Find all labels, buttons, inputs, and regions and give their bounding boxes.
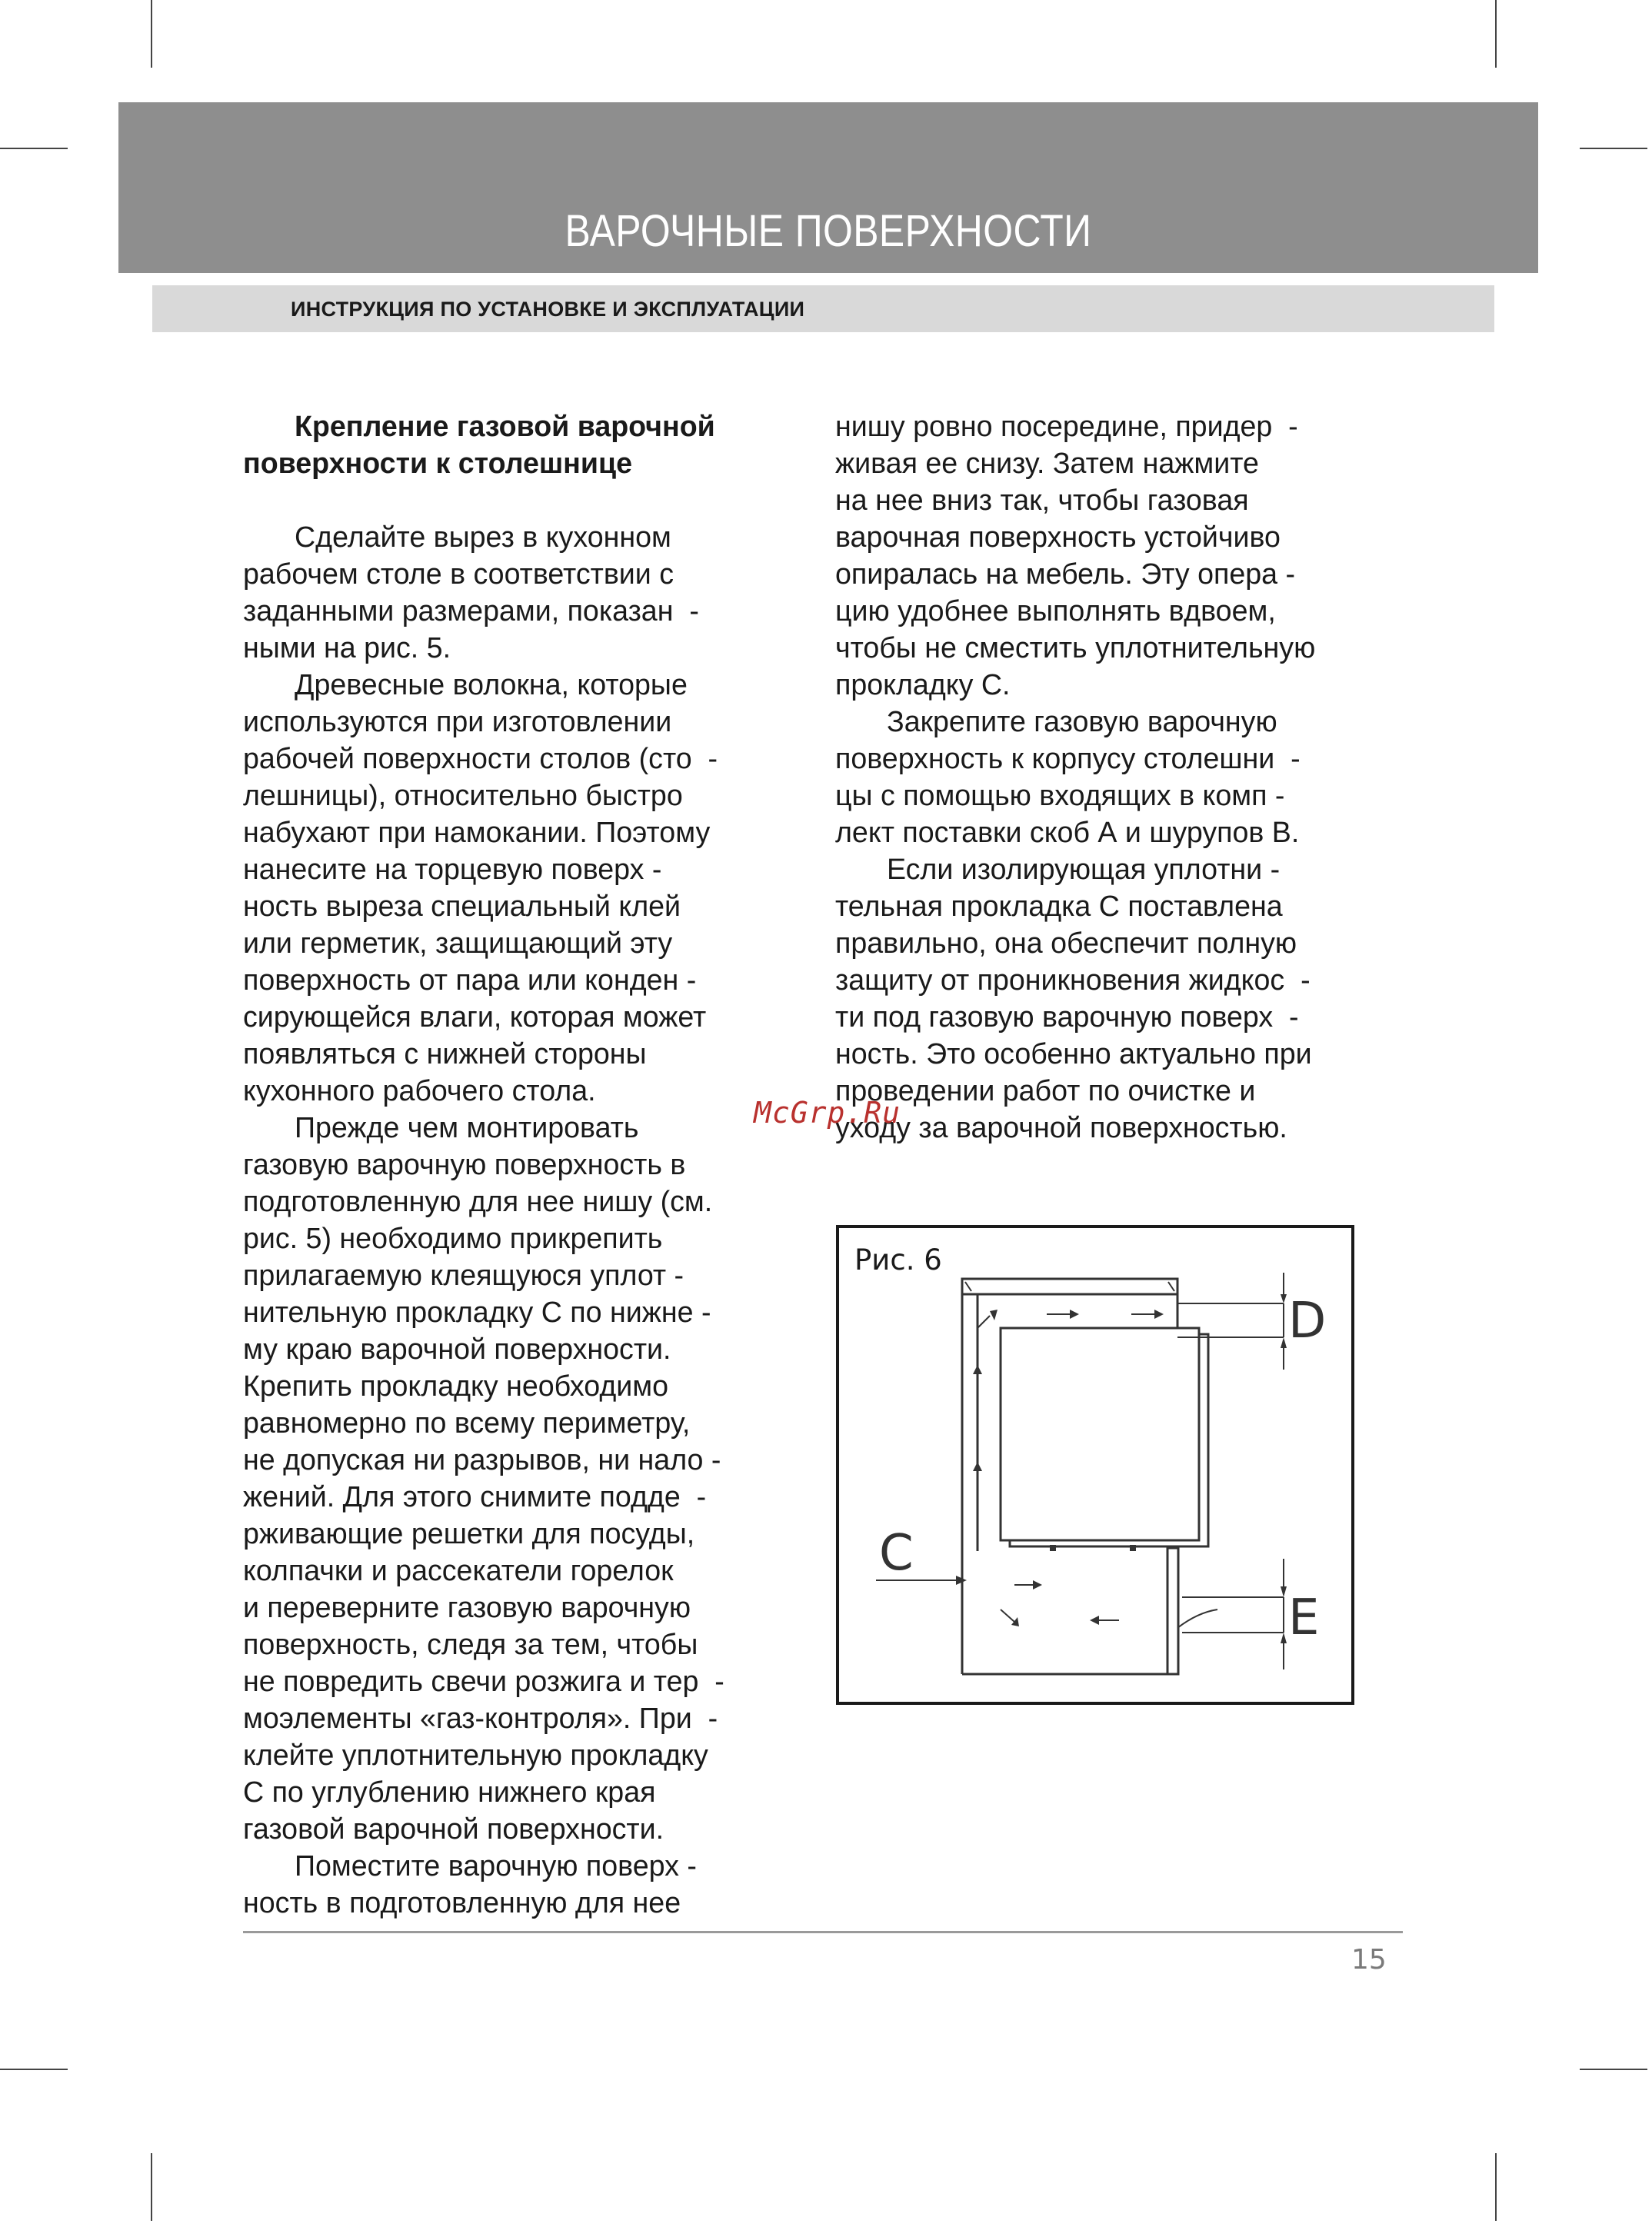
text-line: правильно, она обеспечит полную: [835, 927, 1297, 959]
text-line: используются при изготовлении: [243, 705, 672, 737]
text-line: С по углублению нижнего края: [243, 1776, 656, 1808]
text-line: рабочей поверхности столов (сто -: [243, 742, 718, 774]
text-line: жений. Для этого снимите подде -: [243, 1480, 707, 1513]
text-line: Прежде чем монтировать: [295, 1111, 639, 1143]
text-line: рживающие решетки для посуды,: [243, 1517, 695, 1550]
text-line: прокладку С.: [835, 668, 1011, 701]
paragraph: [243, 1847, 766, 1921]
header-band: [118, 102, 1538, 273]
text-line: ными на рис. 5.: [243, 631, 451, 664]
figure-6: [836, 1225, 1354, 1705]
text-line: лект поставки скоб А и шурупов В.: [835, 816, 1300, 848]
text-line: Сделайте вырез в кухонном: [295, 521, 671, 553]
text-line: не допуская ни разрывов, ни нало -: [243, 1443, 721, 1476]
crop-mark: [1580, 148, 1647, 149]
label-c: C: [879, 1525, 914, 1582]
crop-mark: [151, 0, 152, 68]
text-line: моэлементы «газ-контроля». При -: [243, 1702, 718, 1734]
watermark: McGrp.Ru: [754, 1096, 901, 1130]
text-line: поверхность от пара или конден -: [243, 964, 697, 996]
text-line: му краю варочной поверхности.: [243, 1333, 671, 1365]
text-line: нишу ровно посередине, придер -: [835, 410, 1298, 442]
paragraph: [835, 408, 1374, 703]
text-line: защиту от проникновения жидкос -: [835, 964, 1311, 996]
crop-mark: [151, 2153, 152, 2221]
text-line: газовой варочной поверхности.: [243, 1813, 664, 1845]
left-column: [243, 408, 766, 1921]
text-line: рабочем столе в соответствии с: [243, 558, 674, 590]
text-line: не повредить свечи розжига и тер -: [243, 1665, 724, 1697]
footer-rule: [243, 1931, 1403, 1933]
text-line: клейте уплотнительную прокладку: [243, 1739, 708, 1771]
text-line: или герметик, защищающий эту: [243, 927, 673, 959]
text-line: поверхность к корпусу столешни -: [835, 742, 1301, 774]
text-line: подготовленную для нее нишу (см.: [243, 1185, 713, 1217]
label-e: E: [1288, 1590, 1320, 1646]
text-line: живая ее снизу. Затем нажмите: [835, 447, 1259, 479]
text-line: на нее вниз так, чтобы газовая: [835, 484, 1249, 516]
paragraph: [243, 518, 766, 666]
page-subtitle: ИНСТРУКЦИЯ ПО УСТАНОВКЕ И ЭКСПЛУАТАЦИИ: [291, 298, 805, 321]
page-number: 15: [1351, 1944, 1387, 1976]
text-line: газовую варочную поверхность в: [243, 1148, 686, 1180]
paragraph: [243, 1109, 766, 1847]
installation-diagram: [839, 1228, 1351, 1702]
text-line: варочная поверхность устойчиво: [835, 521, 1281, 553]
text-line: Древесные волокна, которые: [295, 668, 688, 701]
text-line: Крепить прокладку необходимо: [243, 1370, 669, 1402]
text-line: проведении работ по очистке и: [835, 1074, 1256, 1107]
page-title: ВАРОЧНЫЕ ПОВЕРХНОСТИ: [565, 206, 1092, 256]
text-line: появляться с нижней стороны: [243, 1037, 647, 1070]
paragraph: [835, 851, 1374, 1146]
subtitle-band: [152, 285, 1494, 332]
section-heading: Крепление газовой варочной: [295, 410, 715, 442]
text-line: рис. 5) необходимо прикрепить: [243, 1222, 663, 1254]
crop-mark: [1495, 0, 1497, 68]
text-line: прилагаемую клеящуюся уплот -: [243, 1259, 684, 1291]
text-line: лешницы), относительно быстро: [243, 779, 683, 811]
text-line: заданными размерами, показан -: [243, 594, 699, 627]
text-line: ность выреза специальный клей: [243, 890, 681, 922]
text-line: Закрепите газовую варочную: [887, 705, 1277, 737]
text-line: Если изолирующая уплотни -: [887, 853, 1281, 885]
paragraph: [835, 703, 1374, 851]
text-line: равномерно по всему периметру,: [243, 1406, 691, 1439]
text-line: цы с помощью входящих в комп -: [835, 779, 1285, 811]
label-d: D: [1288, 1293, 1327, 1350]
text-line: цию удобнее выполнять вдвоем,: [835, 594, 1276, 627]
section-heading: поверхности к столешнице: [243, 447, 632, 479]
crop-mark: [0, 148, 68, 149]
text-line: нанесите на торцевую поверх -: [243, 853, 662, 885]
figure-label: Рис. 6: [854, 1243, 942, 1277]
text-line: сирующейся влаги, которая может: [243, 1000, 707, 1033]
text-line: колпачки и рассекатели горелок: [243, 1554, 674, 1586]
right-column: [835, 408, 1374, 1146]
text-line: тельная прокладка С поставлена: [835, 890, 1283, 922]
text-line: ность в подготовленную для нее: [243, 1886, 681, 1919]
text-line: ти под газовую варочную поверх -: [835, 1000, 1299, 1033]
text-line: поверхность, следя за тем, чтобы: [243, 1628, 698, 1660]
text-line: нительную прокладку С по нижне -: [243, 1296, 711, 1328]
text-line: чтобы не сместить уплотнительную: [835, 631, 1316, 664]
text-line: опиралась на мебель. Эту опера -: [835, 558, 1295, 590]
text-line: кухонного рабочего стола.: [243, 1074, 596, 1107]
crop-mark: [1580, 2069, 1647, 2070]
crop-mark: [1495, 2153, 1497, 2221]
text-line: Поместите варочную поверх -: [295, 1849, 697, 1882]
text-line: уходу за варочной поверхностью.: [835, 1111, 1287, 1143]
crop-mark: [0, 2069, 68, 2070]
text-line: ность. Это особенно актуально при: [835, 1037, 1312, 1070]
text-line: и переверните газовую варочную: [243, 1591, 691, 1623]
text-line: набухают при намокании. Поэтому: [243, 816, 711, 848]
paragraph: [243, 666, 766, 1109]
